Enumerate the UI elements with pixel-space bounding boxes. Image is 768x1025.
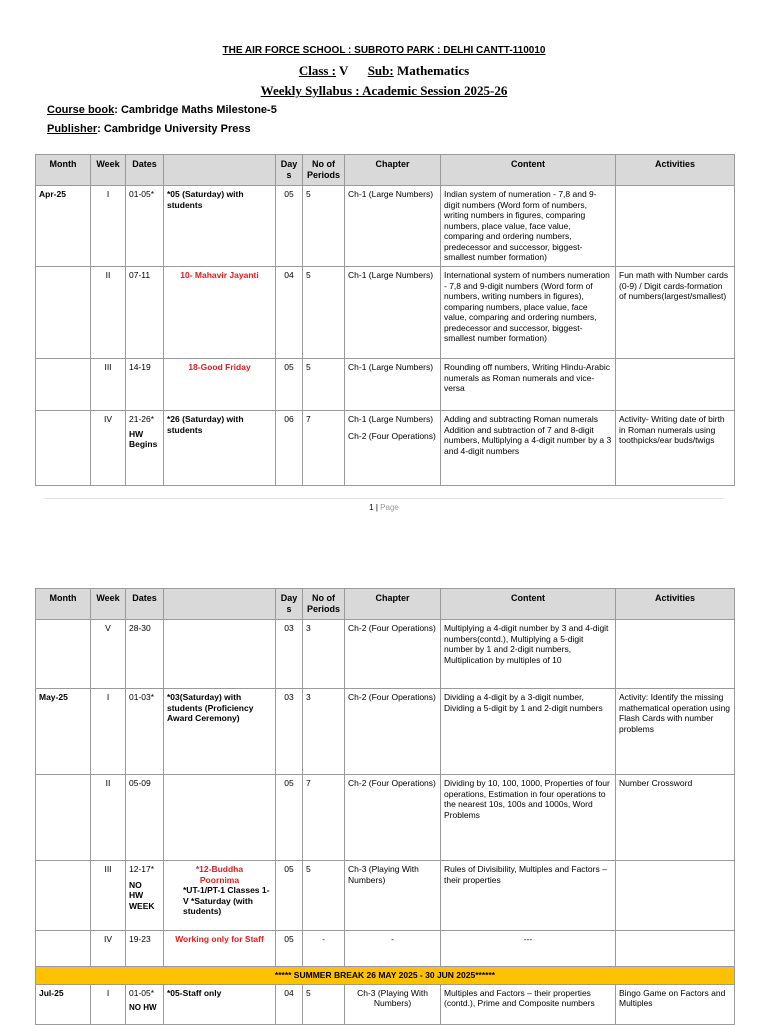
table-row (36, 411, 735, 486)
col-chapter: Chapter (345, 589, 441, 620)
note-cell (164, 861, 276, 931)
chapter-cell: Ch-1 (Large Numbers) (345, 186, 441, 267)
week-cell: IV (91, 931, 126, 967)
month-cell (36, 359, 91, 411)
activities-cell (616, 186, 735, 267)
content-cell: International system of numbers numeration - 7,8 and 9-digit numbers (Word form of numbers, writing numbers in figures), comparing numbers, place value, face value, comparing and ordering numbers, predecessor and successor, biggest-smallest number formation) (441, 267, 616, 359)
periods-cell: 5 (303, 984, 345, 1024)
week-cell: II (91, 267, 126, 359)
table-row (36, 689, 735, 775)
chapter-value: Ch-1 (Large Numbers) (348, 414, 434, 424)
col-activities: Activities (616, 155, 735, 186)
periods-cell: 5 (303, 359, 345, 411)
days-cell: 03 (276, 689, 303, 775)
dates-value: 12-17* (129, 864, 155, 874)
week-cell: III (91, 359, 126, 411)
days-cell: 05 (276, 775, 303, 861)
col-week: Week (91, 589, 126, 620)
days-cell: 05 (276, 186, 303, 267)
dates-value: 01-05* (129, 987, 155, 998)
table-row (36, 931, 735, 967)
col-notes (164, 589, 276, 620)
staff-only-note: Working only for Staff (164, 931, 276, 967)
col-month: Month (36, 589, 91, 620)
note-cell: *05 (Saturday) with students (164, 186, 276, 267)
col-periods: No of Periods (303, 589, 345, 620)
activities-cell (616, 861, 735, 931)
syllabus-table-page-1 (35, 154, 735, 486)
week-cell: V (91, 620, 126, 689)
note-cell: *03(Saturday) with students (Proficiency Award Ceremony) (164, 689, 276, 775)
activities-cell (616, 931, 735, 967)
month-cell: Apr-25 (36, 186, 91, 267)
no-hw-week-note: NO HW WEEK (129, 879, 155, 911)
days-cell: 05 (276, 861, 303, 931)
note-cell: *26 (Saturday) with students (164, 411, 276, 486)
note-cell: *05-Staff only (164, 984, 276, 1024)
course-book-label: Course book (47, 104, 115, 116)
chapter-cell: Ch-1 (Large Numbers) (345, 359, 441, 411)
dates-cell: 14-19 (126, 359, 164, 411)
hw-begins-note: HW Begins (129, 428, 158, 449)
col-activities: Activities (616, 589, 735, 620)
subject-value: Mathematics (396, 63, 470, 78)
days-cell: 05 (276, 359, 303, 411)
dates-cell: 07-11 (126, 267, 164, 359)
periods-cell: 5 (303, 186, 345, 267)
periods-cell: 3 (303, 689, 345, 775)
chapter-cell: Ch-2 (Four Operations) (345, 775, 441, 861)
table-row (36, 267, 735, 359)
content-cell: Multiples and Factors – their properties (contd.), Prime and Composite numbers (441, 984, 616, 1024)
content-cell: Rounding off numbers, Writing Hindu-Arabic numerals as Roman numerals and vice-versa (441, 359, 616, 411)
dates-value: 21-26* (129, 414, 155, 424)
col-days: Day s (276, 155, 303, 186)
chapter-cell: Ch-2 (Four Operations) (345, 620, 441, 689)
content-cell: Dividing a 4-digit by a 3-digit number, Dividing a 5-digit by 1 and 2-digit numbers (441, 689, 616, 775)
days-cell: 03 (276, 620, 303, 689)
periods-cell: - (303, 931, 345, 967)
page-footer (45, 498, 723, 512)
dates-cell (126, 984, 164, 1024)
chapter-cell: Ch-3 (Playing With Numbers) (345, 861, 441, 931)
week-cell: I (91, 186, 126, 267)
periods-cell: 7 (303, 775, 345, 861)
week-cell: I (91, 689, 126, 775)
dates-cell (126, 411, 164, 486)
activities-cell: Activity- Writing date of birth in Roman numerals using toothpicks/ear buds/twigs (616, 411, 735, 486)
note-cell (164, 775, 276, 861)
chapter-cell: - (345, 931, 441, 967)
table-row (36, 186, 735, 267)
publisher (47, 123, 251, 135)
col-month: Month (36, 155, 91, 186)
days-cell: 06 (276, 411, 303, 486)
activities-cell: Fun math with Number cards (0-9) / Digit cards-formation of numbers(largest/smallest) (616, 267, 735, 359)
col-chapter: Chapter (345, 155, 441, 186)
month-cell (36, 267, 91, 359)
table-row (36, 620, 735, 689)
month-cell (36, 931, 91, 967)
month-cell (36, 775, 91, 861)
dates-cell (126, 861, 164, 931)
week-cell: III (91, 861, 126, 931)
week-cell: IV (91, 411, 126, 486)
table-header-row (36, 589, 735, 620)
school-name: THE AIR FORCE SCHOOL : SUBROTO PARK : DELHI CANTT-110010 (222, 45, 546, 56)
subject-label: Sub: (367, 63, 394, 78)
dates-cell: 05-09 (126, 775, 164, 861)
month-cell: Jul-25 (36, 984, 91, 1024)
class-label: Class : (298, 63, 337, 78)
content-cell: Dividing by 10, 100, 1000, Properties of four operations, Estimation in four operations to the nearest 10s, 100s and 1000s, Word Problems (441, 775, 616, 861)
page-word: Page (380, 503, 399, 512)
col-content: Content (441, 155, 616, 186)
month-cell (36, 861, 91, 931)
chapter-cell: Ch-1 (Large Numbers) (345, 267, 441, 359)
month-cell (36, 411, 91, 486)
page-number: 1 (369, 503, 374, 512)
holiday-note: *12-Buddha Poornima (195, 864, 244, 885)
class-subject-line (0, 63, 768, 79)
days-cell: 05 (276, 931, 303, 967)
course-book-value: : Cambridge Maths Milestone-5 (114, 104, 277, 116)
chapter-cell: Ch-3 (Playing With Numbers) (345, 984, 441, 1024)
activities-cell: Activity: Identify the missing mathematical operation using Flash Cards with number problems (616, 689, 735, 775)
month-cell: May-25 (36, 689, 91, 775)
no-hw-note: NO HW (129, 1003, 157, 1012)
chapter-value-2: Ch-2 (Four Operations) (348, 430, 436, 441)
dates-cell: 01-05* (126, 186, 164, 267)
col-dates: Dates (126, 155, 164, 186)
table-row (36, 775, 735, 861)
periods-cell: 7 (303, 411, 345, 486)
holiday-note: 18-Good Friday (164, 359, 276, 411)
days-cell: 04 (276, 984, 303, 1024)
syllabus-table-page-2 (35, 588, 735, 1025)
summer-break-row (36, 967, 735, 985)
page-separator: | (375, 503, 378, 512)
col-content: Content (441, 589, 616, 620)
activities-cell (616, 359, 735, 411)
content-cell: Indian system of numeration - 7,8 and 9-digit numbers (Word form of numbers, writing numbers in figures, comparing numbers, place value, face value, comparing and ordering numbers, predecessor and successor, biggest-smallest number formation) (441, 186, 616, 267)
col-notes (164, 155, 276, 186)
publisher-label: Publisher (47, 123, 98, 135)
course-book (47, 104, 277, 116)
periods-cell: 3 (303, 620, 345, 689)
week-cell: I (91, 984, 126, 1024)
table-row (36, 984, 735, 1024)
chapter-cell (345, 411, 441, 486)
activities-cell: Bingo Game on Factors and Multiples (616, 984, 735, 1024)
periods-cell: 5 (303, 267, 345, 359)
content-cell: Multiplying a 4-digit number by 3 and 4-digit numbers(contd.), Multiplying a 5-digit number by 1 and 2-digit numbers, Multiplication by multiples of 10 (441, 620, 616, 689)
ut-note: *UT-1/PT-1 Classes 1-V *Saturday (with students) (183, 885, 270, 916)
table-row (36, 359, 735, 411)
activities-cell: Number Crossword (616, 775, 735, 861)
class-value: V (339, 63, 349, 78)
publisher-value: : Cambridge University Press (97, 123, 251, 135)
table-header-row (36, 155, 735, 186)
note-cell (164, 620, 276, 689)
days-cell: 04 (276, 267, 303, 359)
col-periods: No of Periods (303, 155, 345, 186)
syllabus-title: Weekly Syllabus : Academic Session 2025-26 (260, 83, 508, 98)
dates-cell: 01-03* (126, 689, 164, 775)
week-cell: II (91, 775, 126, 861)
month-cell (36, 620, 91, 689)
dates-cell: 19-23 (126, 931, 164, 967)
col-week: Week (91, 155, 126, 186)
periods-cell: 5 (303, 861, 345, 931)
col-dates: Dates (126, 589, 164, 620)
dates-cell: 28-30 (126, 620, 164, 689)
content-cell: --- (441, 931, 616, 967)
activities-cell (616, 620, 735, 689)
summer-break-banner: ***** SUMMER BREAK 26 MAY 2025 - 30 JUN 2025****** (36, 967, 735, 985)
content-cell: Rules of Divisibility, Multiples and Factors – their properties (441, 861, 616, 931)
table-row (36, 861, 735, 931)
content-cell: Adding and subtracting Roman numerals Addition and subtraction of 7 and 8-digit numbers, Multiplying a 4-digit number by a 3 and 4-digit numbers (441, 411, 616, 486)
holiday-note: 10- Mahavir Jayanti (164, 267, 276, 359)
chapter-cell: Ch-2 (Four Operations) (345, 689, 441, 775)
col-days: Day s (276, 589, 303, 620)
